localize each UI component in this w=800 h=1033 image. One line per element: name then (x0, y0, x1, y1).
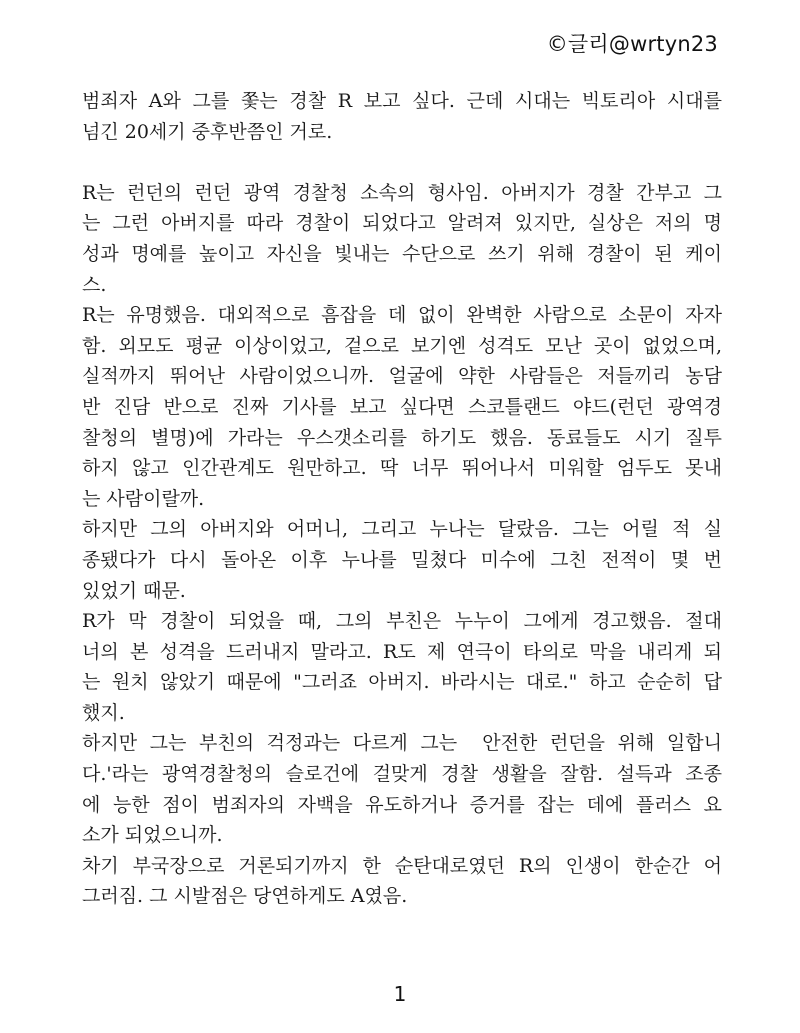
text-line: 는 사람이랄까. (82, 487, 205, 510)
text-line: 종됐다가 다시 돌아온 이후 누나를 밀쳤다 미수에 그친 전적이 몇 번 (82, 548, 722, 571)
author-credit: ©글리@wrtyn23 (546, 32, 718, 56)
page-number: 1 (393, 982, 407, 1006)
text-line: 에 능한 점이 범죄자의 자백을 유도하거나 증거를 잡는 데에 플러스 요 (82, 793, 722, 816)
text-line: 는 그런 아버지를 따라 경찰이 되었다고 알려져 있지만, 실상은 저의 명 (82, 212, 722, 235)
blank-line (82, 147, 722, 178)
text-line: 하지만 그의 아버지와 어머니, 그리고 누나는 달랐음. 그는 어릴 적 실 (82, 518, 722, 541)
text-line: 스. (82, 273, 107, 296)
text-line: R는 유명했음. 대외적으로 흠잡을 데 없이 완벽한 사람으로 소문이 자자 (82, 304, 722, 327)
text-line: 하지만 그는 부친의 걱정과는 다르게 그는 안전한 런던을 위해 일합니 (82, 732, 722, 755)
text-line: 그러짐. 그 시발점은 당연하게도 A였음. (82, 885, 408, 908)
text-line: 실적까지 뛰어난 사람이었으니까. 얼굴에 약한 사람들은 저들끼리 농담 (82, 365, 722, 388)
text-line: 차기 부국장으로 거론되기까지 한 순탄대로였던 R의 인생이 한순간 어 (82, 854, 722, 877)
text-line: 있었기 때문. (82, 579, 186, 602)
text-line: R는 런던의 런던 광역 경찰청 소속의 형사임. 아버지가 경찰 간부고 그 (82, 181, 722, 204)
text-line: 반 진담 반으로 진짜 기사를 보고 싶다면 스코틀랜드 야드(런던 광역경 (82, 395, 722, 418)
text-line: 다.'라는 광역경찰청의 슬로건에 걸맞게 경찰 생활을 잘함. 설득과 조종 (82, 763, 722, 786)
text-line: 하지 않고 인간관계도 원만하고. 딱 너무 뛰어나서 미워할 엄두도 못내 (82, 457, 722, 480)
text-line: 함. 외모도 평균 이상이었고, 겉으로 보기엔 성격도 모난 곳이 없었으며, (82, 334, 722, 357)
text-line: 했지. (82, 701, 125, 724)
text-line: R가 막 경찰이 되었을 때, 그의 부친은 누누이 그에게 경고했음. 절대 (82, 610, 722, 633)
text-line: 넘긴 20세기 중후반쯤인 거로. (82, 120, 333, 143)
text-line: 범죄자 A와 그를 쫓는 경찰 R 보고 싶다. 근데 시대는 빅토리아 시대를 (82, 90, 722, 112)
text-line: 너의 본 성격을 드러내지 말라고. R도 제 연극이 타의로 막을 내리게 되 (82, 640, 722, 663)
text-line: 소가 되었으니까. (82, 824, 223, 847)
text-line: 찰청의 별명)에 가라는 우스갯소리를 하기도 했음. 동료들도 시기 질투 (82, 426, 722, 449)
text-line: 성과 명예를 높이고 자신을 빛내는 수단으로 쓰기 위해 경찰이 된 케이 (82, 242, 722, 265)
text-line: 는 원치 않았기 때문에 "그러죠 아버지. 바라시는 대로." 하고 순순히 답 (82, 671, 722, 694)
document-body (82, 86, 722, 912)
